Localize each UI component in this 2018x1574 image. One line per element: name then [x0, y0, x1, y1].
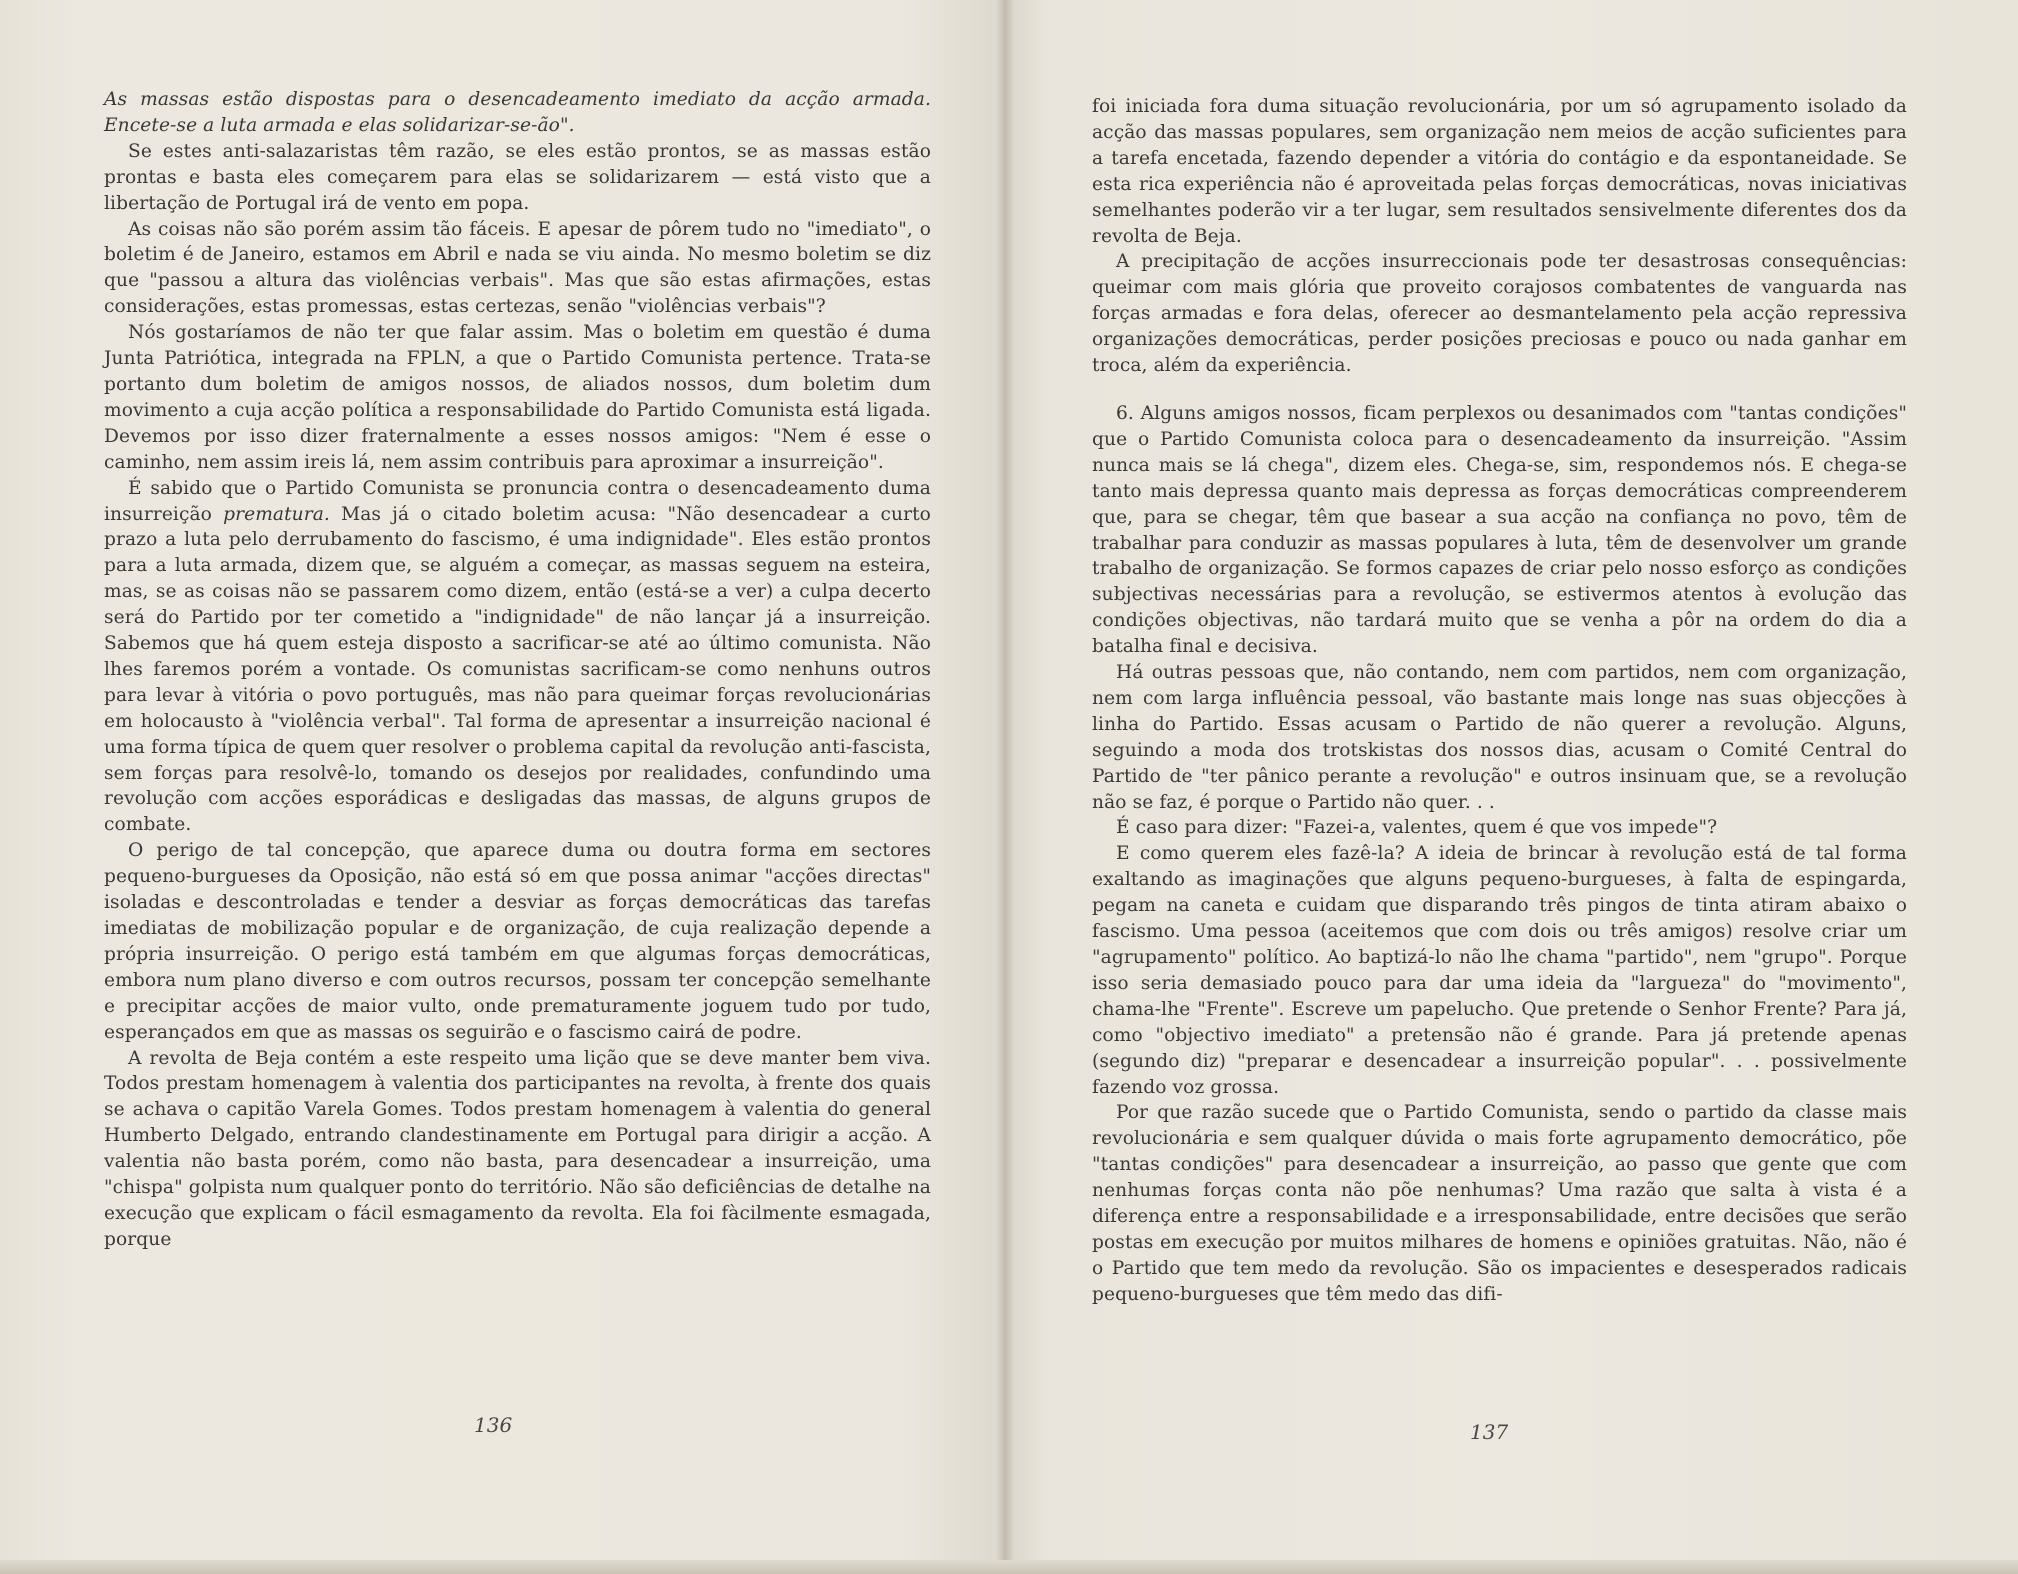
paragraph: Há outras pessoas que, não contando, nem com partidos, nem com organização, nem com larga influência pessoal, vão bastante mais longe nas suas objecções à linha do Partido. Essas acusam o Partido de não querer a revolução. Alguns, seguindo a moda dos trotskistas dos nossos dias, acusam o Comité Central do Partido de "ter pânico perante a revolução" e outros insinuam que, se a revolução não se faz, é porque o Partido não quer. . . — [1092, 662, 1907, 813]
paragraph — [104, 476, 931, 839]
paragraph: foi iniciada fora duma situação revolucionária, por um só agrupamento isolado da acção das massas populares, sem organização nem meios de acção suficientes para a tarefa encetada, fazendo depender a vitória do contágio e da espontaneidade. Se esta rica experiência não é aproveitada pelas forças democráticas, novas iniciativas semelhantes poderão vir a ter lugar, sem resultados sensivelmente diferentes dos da revolta de Beja. — [1092, 96, 1907, 247]
paragraph: As coisas não são porém assim tão fáceis. E apesar de pôrem tudo no "imediato", o boletim é de Janeiro, estamos em Abril e nada se viu ainda. No mesmo boletim se diz que "passou a altura das violências verbais". Mas que são estas afirmações, estas considerações, estas promessas, estas certezas, senão "violências verbais"? — [104, 218, 931, 318]
paragraph — [104, 87, 931, 139]
paragraph: O perigo de tal concepção, que aparece duma ou doutra forma em sectores pequeno-burgueses da Oposição, não está só em que possa animar "acções directas" isoladas e descontroladas e tender a desviar as forças democráticas das tarefas imediatas de mobilização popular e de organização, de cuja realização depende a própria insurreição. O perigo está também em que algumas forças democráticas, embora num plano diverso e com outros recursos, possam ter concepção semelhante e precipitar acções de maior vulto, onde prematuramente joguem tudo por tudo, esperançados em que as massas os seguirão e o fascismo cairá de podre. — [104, 840, 931, 1043]
right-page-text — [1092, 94, 1907, 1308]
page-number: 136 — [474, 1413, 513, 1437]
paragraph: 6. Alguns amigos nossos, ficam perplexos ou desanimados com "tantas condições" que o Partido Comunista coloca para o desencadeamento da insurreição. "Assim nunca mais se lá chega", dizem eles. Chega-se, sim, respondemos nós. E chega-se tanto mais depressa quanto mais depressa as forças democráticas compreenderem que, para se chegar, têm que basear a sua acção na confiança no povo, têm de trabalhar para conduzir as massas populares à luta, têm de desenvolver um grande trabalho de organização. Se formos capazes de criar pelo nosso esforço as condições subjectivas necessárias para a revolução, se estivermos atentos à evolução das condições objectivas, não tardará muito que se venha a pôr na ordem do dia a batalha final e decisiva. — [1092, 402, 1907, 658]
paragraph: Se estes anti-salazaristas têm razão, se eles estão prontos, se as massas estão prontas e basta eles começarem para elas se solidarizarem — está visto que a libertação de Portugal irá de vento em popa. — [104, 140, 931, 214]
paragraph: Nós gostaríamos de não ter que falar assim. Mas o boletim em questão é duma Junta Patriótica, integrada na FPLN, a que o Partido Comunista pertence. Trata-se portanto dum boletim de amigos nossos, de aliados nossos, dum boletim dum movimento a cuja acção política a responsabilidade do Partido Comunista está ligada. Devemos por isso dizer fraternalmente a esses nossos amigos: "Nem é esse o caminho, nem assim ireis lá, nem assim contribuis para aproximar a insurreição". — [104, 322, 931, 473]
paragraph: A precipitação de acções insurreccionais pode ter desastrosas consequências: queimar com mais glória que proveito corajosos combatentes de vanguarda nas forças armadas e fora delas, oferecer ao desmantelamento pela acção repressiva organizações democráticas, perder posições preciosas e pouco ou nada ganhar em troca, além da experiência. — [1092, 251, 1907, 377]
paragraph: E como querem eles fazê-la? A ideia de brincar à revolução está de tal forma exaltando as imaginações que alguns pequeno-burgueses, à falta de espingarda, pegam na caneta e cuidam que disparando três pingos de tinta atiram abaixo o fascismo. Uma pessoa (aceitemos que com dois ou três amigos) resolve criar um "agrupamento" político. Ao baptizá-lo não lhe chama "partido", nem "grupo". Porque isso seria demasiado pouco para dar uma ideia da "largueza" do "movimento", chama-lhe "Frente". Escreve um papelucho. Que pretende o Senhor Frente? Para já, como "objectivo imediato" a pretensão não é grande. Para já pretende apenas (segundo diz) "preparar e desencadear a insurreição popular". . . possivelmente fazendo voz grossa. — [1092, 843, 1907, 1098]
page-bottom-edge — [0, 1560, 2018, 1574]
paragraph: A revolta de Beja contém a este respeito uma lição que se deve manter bem viva. Todos prestam homenagem à valentia dos participantes na revolta, à frente dos quais se achava o capitão Varela Gomes. Todos prestam homenagem à valentia do general Humberto Delgado, entrando clandestinamente em Portugal para dirigir a acção. A valentia não basta porém, como não basta, para desencadear a insurreição, uma "chispa" golpista num qualquer ponto do território. Não são deficiências de detalhe na execução que explicam o fácil esmagamento da revolta. Ela foi fàcilmente esmagada, porque — [104, 1047, 931, 1250]
left-page-text — [104, 87, 931, 1253]
italic-lead: As massas estão dispostas para o desencadeamento imediato da acção armada. Encete-se a luta armada e elas solidarizar-se-ão". — [104, 89, 931, 136]
left-page — [0, 0, 1004, 1574]
paragraph: Por que razão sucede que o Partido Comunista, sendo o partido da classe mais revolucionária e sem qualquer dúvida o mais forte agrupamento democrático, põe "tantas condições" para desencadear a insurreição, ao passo que gente que com nenhumas forças conta não põe nenhumas? Uma razão que salta à vista é a diferença entre a responsabilidade e a irresponsabilidade, entre decisões que serão postas em execução por muitos milhares de homens e opiniões gratuitas. Não, não é o Partido que tem medo da revolução. São os impacientes e desesperados radicais pequeno-burgueses que têm medo das difi- — [1092, 1102, 1907, 1305]
paragraph: É caso para dizer: "Fazei-a, valentes, quem é que vos impede"? — [1116, 817, 1718, 839]
text-run: Mas já o citado boletim acusa: "Não desencadear a curto prazo a luta pelo derrubamento do fascismo, é uma indignidade". Eles estão prontos para a luta armada, dizem que, se alguém a começar, as massas seguem na esteira, mas, se as coisas não se passarem como dizem, então (está-se a ver) a culpa decerto será do Partido por ter cometido a "indignidade" de não lançar já a insurreição. Sabemos que há quem esteja disposto a sacrificar-se até ao último comunista. Não lhes faremos porém a vontade. Os comunistas sacrificam-se como nenhuns outros para levar à vitória o povo português, mas não para queimar forças revolucionárias em holocausto à "violência verbal". Tal forma de apresentar a insurreição nacional é uma forma típica de quem quer resolver o problema capital da revolução anti-fascista, sem forças para resolvê-lo, tomando os desejos por realidades, confundindo uma revolução com acções esporádicas e desligadas das massas, de alguns grupos de combate. — [104, 503, 931, 836]
right-page — [1004, 0, 2018, 1574]
book-gutter — [996, 0, 1014, 1574]
page-number: 137 — [1470, 1420, 1509, 1444]
text-run: É sabido que o Partido Comunista se pronuncia contra o desencadeamento duma insurreição — [104, 477, 931, 525]
italic-word: prematura. — [223, 503, 330, 525]
